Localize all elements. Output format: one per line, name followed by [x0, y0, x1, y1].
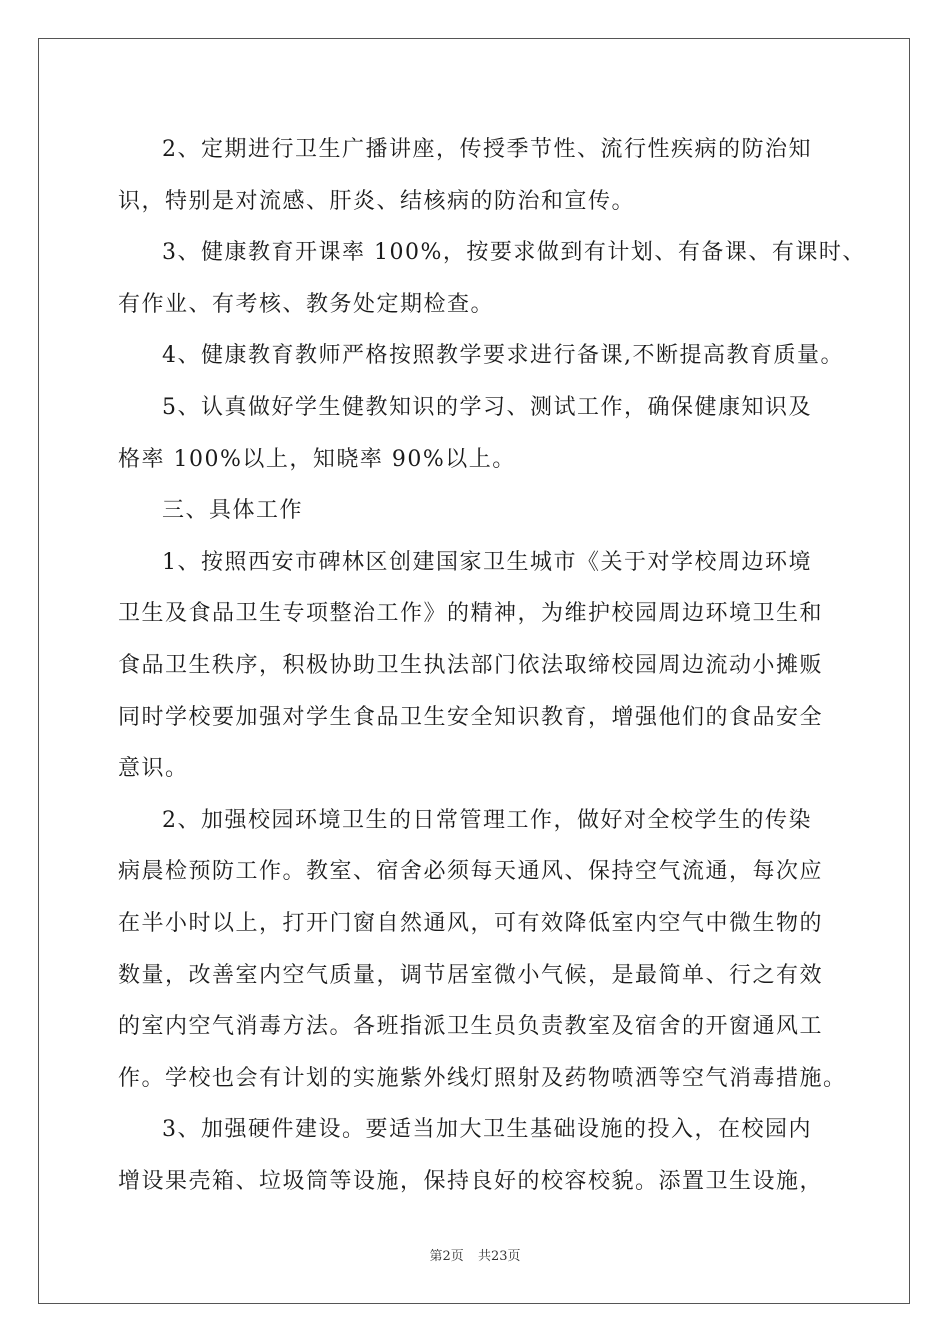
text-line: 同时学校要加强对学生食品卫生安全知识教育，增强他们的食品安全: [118, 704, 824, 730]
text-line: 3、加强硬件建设。要适当加大卫生基础设施的投入，在校园内: [162, 1117, 812, 1143]
text-line: 增设果壳箱、垃圾筒等设施，保持良好的校容校貌。添置卫生设施，: [118, 1168, 824, 1194]
text-line: 作。学校也会有计划的实施紫外线灯照射及药物喷洒等空气消毒措施。: [118, 1065, 847, 1091]
page-number: 第2页: [429, 1249, 464, 1264]
text-line: 病晨检预防工作。教室、宿舍必须每天通风、保持空气流通，每次应: [118, 859, 824, 885]
text-line: 1、按照西安市碑林区创建国家卫生城市《关于对学校周边环境: [162, 549, 812, 575]
text-line: 卫生及食品卫生专项整治工作》的精神，为维护校园周边环境卫生和: [118, 601, 824, 627]
text-line: 有作业、有考核、教务处定期检查。: [118, 291, 495, 317]
text-line: 4、健康教育教师严格按照教学要求进行备课,不断提高教育质量。: [162, 343, 844, 369]
text-line: 2、加强校园环境卫生的日常管理工作，做好对全校学生的传染: [162, 807, 812, 833]
text-line: 在半小时以上，打开门窗自然通风，可有效降低室内空气中微生物的: [118, 910, 824, 936]
document-body: [118, 124, 866, 1207]
text-line: 数量，改善室内空气质量，调节居室微小气候，是最简单、行之有效: [118, 962, 824, 988]
text-line: 5、认真做好学生健教知识的学习、测试工作，确保健康知识及: [162, 394, 812, 420]
text-line: 意识。: [118, 756, 189, 782]
page-footer: [0, 1245, 950, 1264]
text-line: 3、健康教育开课率 100%，按要求做到有计划、有备课、有课时、: [162, 240, 866, 266]
text-line: 2、定期进行卫生广播讲座，传授季节性、流行性疾病的防治知: [162, 137, 812, 162]
text-line: 的室内空气消毒方法。各班指派卫生员负责教室及宿舍的开窗通风工: [118, 1014, 824, 1040]
section-heading: 三、具体工作: [162, 498, 304, 524]
text-line: 识，特别是对流感、肝炎、结核病的防治和宣传。: [118, 188, 636, 214]
text-line: 格率 100%以上，知晓率 90%以上。: [118, 446, 516, 472]
text-line: 食品卫生秩序，积极协助卫生执法部门依法取缔校园周边流动小摊贩: [118, 652, 824, 678]
page-total: 共23页: [477, 1249, 521, 1264]
